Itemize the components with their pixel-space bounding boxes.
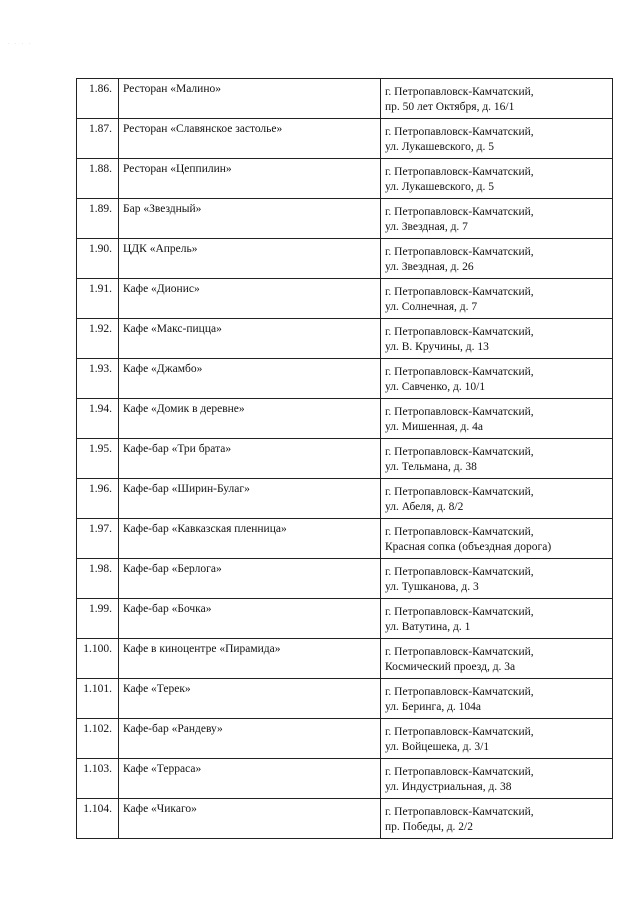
venue-address xyxy=(381,359,613,399)
row-number: 1.98. xyxy=(77,559,119,599)
venues-table-body xyxy=(77,79,613,839)
venue-name: Кафе-бар «Бочка» xyxy=(119,599,381,639)
address-street-line: Космический проезд, д. 3а xyxy=(385,661,516,673)
row-number: 1.96. xyxy=(77,479,119,519)
venue-address xyxy=(381,479,613,519)
venue-address xyxy=(381,399,613,439)
venue-address xyxy=(381,159,613,199)
row-number: 1.95. xyxy=(77,439,119,479)
table-row xyxy=(77,79,613,119)
address-street-line: ул. Тельмана, д. 38 xyxy=(385,461,477,473)
address-street-line: ул. Индустриальная, д. 38 xyxy=(385,781,512,793)
row-number: 1.103. xyxy=(77,759,119,799)
venue-address xyxy=(381,599,613,639)
table-row xyxy=(77,359,613,399)
venue-address xyxy=(381,679,613,719)
row-number: 1.91. xyxy=(77,279,119,319)
address-city-line: г. Петропавловск-Камчатский, xyxy=(385,526,534,538)
row-number: 1.92. xyxy=(77,319,119,359)
venue-name: Ресторан «Славянское застолье» xyxy=(119,119,381,159)
address-city-line: г. Петропавловск-Камчатский, xyxy=(385,246,534,258)
venue-name: Ресторан «Малино» xyxy=(119,79,381,119)
table-row xyxy=(77,759,613,799)
venue-name: Кафе-бар «Кавказская пленница» xyxy=(119,519,381,559)
address-city-line: г. Петропавловск-Камчатский, xyxy=(385,166,534,178)
address-city-line: г. Петропавловск-Камчатский, xyxy=(385,606,534,618)
table-row xyxy=(77,519,613,559)
venue-name: Кафе-бар «Рандеву» xyxy=(119,719,381,759)
address-city-line: г. Петропавловск-Камчатский, xyxy=(385,406,534,418)
venue-address xyxy=(381,279,613,319)
venue-address xyxy=(381,199,613,239)
venue-name: Кафе-бар «Три брата» xyxy=(119,439,381,479)
venue-name: ЦДК «Апрель» xyxy=(119,239,381,279)
row-number: 1.87. xyxy=(77,119,119,159)
address-street-line: ул. Звездная, д. 26 xyxy=(385,261,474,273)
venue-name: Кафе в киноцентре «Пирамида» xyxy=(119,639,381,679)
venue-name: Кафе-бар «Берлога» xyxy=(119,559,381,599)
venue-name: Кафе «Дионис» xyxy=(119,279,381,319)
address-city-line: г. Петропавловск-Камчатский, xyxy=(385,126,534,138)
table-row xyxy=(77,159,613,199)
venue-address xyxy=(381,239,613,279)
venues-table xyxy=(76,78,613,839)
table-row xyxy=(77,239,613,279)
venue-name: Кафе «Макс-пицца» xyxy=(119,319,381,359)
row-number: 1.101. xyxy=(77,679,119,719)
table-row xyxy=(77,799,613,839)
venue-address xyxy=(381,759,613,799)
address-street-line: ул. Абеля, д. 8/2 xyxy=(385,501,464,513)
venue-address xyxy=(381,639,613,679)
address-city-line: г. Петропавловск-Камчатский, xyxy=(385,326,534,338)
venue-address xyxy=(381,799,613,839)
venue-name: Кафе-бар «Ширин-Булаг» xyxy=(119,479,381,519)
row-number: 1.94. xyxy=(77,399,119,439)
address-city-line: г. Петропавловск-Камчатский, xyxy=(385,686,534,698)
table-row xyxy=(77,599,613,639)
address-street-line: ул. Лукашевского, д. 5 xyxy=(385,181,494,193)
table-row xyxy=(77,279,613,319)
address-city-line: г. Петропавловск-Камчатский, xyxy=(385,86,534,98)
venue-name: Ресторан «Цеппилин» xyxy=(119,159,381,199)
venue-address xyxy=(381,719,613,759)
address-city-line: г. Петропавловск-Камчатский, xyxy=(385,446,534,458)
address-city-line: г. Петропавловск-Камчатский, xyxy=(385,286,534,298)
address-street-line: ул. Ватутина, д. 1 xyxy=(385,621,471,633)
table-row xyxy=(77,479,613,519)
address-street-line: ул. Звездная, д. 7 xyxy=(385,221,468,233)
table-row xyxy=(77,119,613,159)
address-street-line: ул. Тушканова, д. 3 xyxy=(385,581,479,593)
table-row xyxy=(77,719,613,759)
row-number: 1.100. xyxy=(77,639,119,679)
row-number: 1.99. xyxy=(77,599,119,639)
row-number: 1.90. xyxy=(77,239,119,279)
venue-name: Кафе «Джамбо» xyxy=(119,359,381,399)
row-number: 1.104. xyxy=(77,799,119,839)
address-city-line: г. Петропавловск-Камчатский, xyxy=(385,646,534,658)
address-city-line: г. Петропавловск-Камчатский, xyxy=(385,726,534,738)
table-row xyxy=(77,319,613,359)
address-city-line: г. Петропавловск-Камчатский, xyxy=(385,566,534,578)
venue-address xyxy=(381,79,613,119)
table-row xyxy=(77,399,613,439)
row-number: 1.89. xyxy=(77,199,119,239)
address-street-line: ул. Мишенная, д. 4а xyxy=(385,421,483,433)
venue-address xyxy=(381,319,613,359)
table-row xyxy=(77,559,613,599)
address-street-line: пр. 50 лет Октября, д. 16/1 xyxy=(385,101,515,113)
venue-name: Кафе «Терек» xyxy=(119,679,381,719)
venue-address xyxy=(381,519,613,559)
address-street-line: ул. В. Кручины, д. 13 xyxy=(385,341,489,353)
row-number: 1.93. xyxy=(77,359,119,399)
row-number: 1.97. xyxy=(77,519,119,559)
table-row xyxy=(77,639,613,679)
address-city-line: г. Петропавловск-Камчатский, xyxy=(385,366,534,378)
address-street-line: Красная сопка (объездная дорога) xyxy=(385,541,552,553)
venue-address xyxy=(381,559,613,599)
address-city-line: г. Петропавловск-Камчатский, xyxy=(385,206,534,218)
table-row xyxy=(77,679,613,719)
address-city-line: г. Петропавловск-Камчатский, xyxy=(385,766,534,778)
row-number: 1.102. xyxy=(77,719,119,759)
venue-name: Кафе «Домик в деревне» xyxy=(119,399,381,439)
table-row xyxy=(77,439,613,479)
row-number: 1.88. xyxy=(77,159,119,199)
address-street-line: ул. Лукашевского, д. 5 xyxy=(385,141,494,153)
address-city-line: г. Петропавловск-Камчатский, xyxy=(385,806,534,818)
address-street-line: пр. Победы, д. 2/2 xyxy=(385,821,473,833)
venue-name: Кафе «Чикаго» xyxy=(119,799,381,839)
address-street-line: ул. Беринга, д. 104а xyxy=(385,701,482,713)
address-city-line: г. Петропавловск-Камчатский, xyxy=(385,486,534,498)
address-street-line: ул. Савченко, д. 10/1 xyxy=(385,381,486,393)
address-street-line: ул. Войцешека, д. 3/1 xyxy=(385,741,490,753)
venue-name: Бар «Звездный» xyxy=(119,199,381,239)
address-street-line: ул. Солнечная, д. 7 xyxy=(385,301,478,313)
scan-artifact: · · · · xyxy=(8,42,33,47)
venue-name: Кафе «Терраса» xyxy=(119,759,381,799)
table-row xyxy=(77,199,613,239)
row-number: 1.86. xyxy=(77,79,119,119)
venue-address xyxy=(381,439,613,479)
venue-address xyxy=(381,119,613,159)
